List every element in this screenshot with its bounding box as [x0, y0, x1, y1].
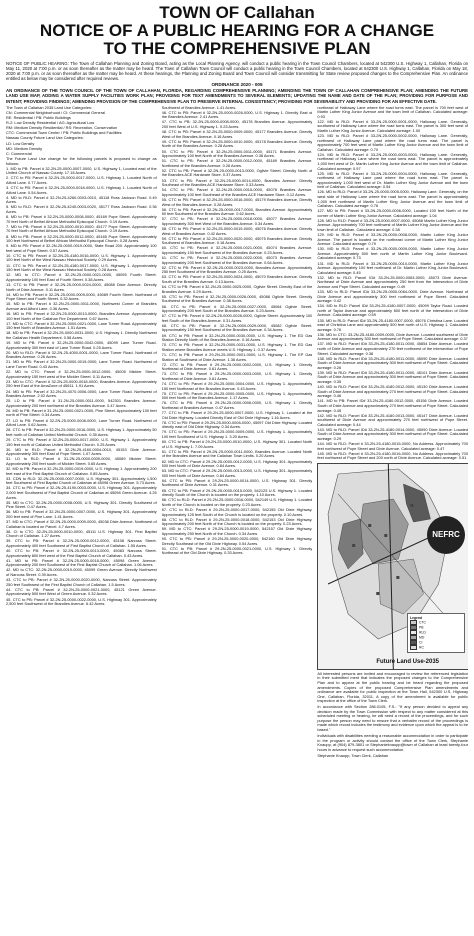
- parcel-column-2: [162, 106, 313, 846]
- map-legend-title: Legend: [410, 615, 423, 620]
- parcel-entry: 29. CTC to PB: Parcel # 32-2N-25-0000-0017-0000, U.S. Highway 1. Approximately 150 feet north of Callahan United Methodist Church. 0.25 Acres.: [6, 436, 157, 447]
- map-legend: [407, 613, 465, 653]
- parcel-entry: 48. CTC to PB: Parcel # 32-2N-25-0000-0009-0000, 45177 Brandies Avenue. Directly West of the Brandies Avenue. 0.16 Acres.: [161, 129, 313, 139]
- parcel-entry: MD: Medium Density: [6, 145, 43, 151]
- parcel-entry: RM: Medium Density Residential / RS: Recreation, Conservation: [6, 125, 118, 131]
- parcel-entry: 35. MD to CTC: 32-2N-25-0000-0008-0000, U.S. Highway 301. Directly Southwest of Pine Street. 0.47 Acres.: [6, 499, 157, 510]
- parcel-entry: 91. CTC to PB: Parcel # 29-2N-25-0000-0021-0000, U.S. Highway 1. Directly Northeast of the Old Dixie Highway. 0.33 Acres.: [161, 545, 313, 556]
- parcel-entry: 126. MD to RLD: Parcel # 33-2N-25-0000-0005-0000, Halloway Lane. Generally, on the west side of Halloway Lane where the road turns east. The parcel is approximately 1,000 feet northwest of Martin Luther King Junior Avenue and the town limit of Callahan. Calculated acreage: 0.76: [317, 189, 469, 209]
- legend-label: RLD: [419, 630, 426, 635]
- parcel-entry: 122. MD to RLD: Parcel # 33-2N-25-0000-0001-0000, Halloway Lane. Generally, southwest of Halloway Lane where the road turns east. The parcel is 300 feet west of Martin Luther King Junior Avenue. Calculated acreage: 1.00: [317, 118, 469, 133]
- parcel-entry: 16. MD to PB: Parcel # 32-2N-25-0000-0013-0000, Brandies Avenue. Approximately 100 feet North of the Callahan Fire Department. 0.67 Acres.: [6, 311, 157, 321]
- parcel-entry: 9. MD to PB: Parcel # 32-2N-25-0000-0019-0000, State Road 200. Approximately 100 feet west of Pope Street. 0.57 Acres.: [6, 243, 157, 253]
- parcel-entry: Southwest of Brandies Avenue. 1.41 Acres.: [161, 105, 237, 110]
- parcel-entry: 139. MD to RLD: Parcel ID# 33-2N-25-4180-0011-0000, 45101 Dixie Avenue. Located South of Dixie Avenue and approximately 300 feet northwest of Pope Street. Calculated acreage: 0.35: [317, 369, 469, 385]
- parcel-entry: 66. CTC to PB: Parcel # 32-2N-25-0000-0027-0000, 45084 Oglivie Street. Approximately 200 feet South of the Brandies Avenue. 0.23 Acres.: [161, 303, 313, 314]
- legend-label: MD: [419, 635, 425, 640]
- parcel-entry: 44. CTC to PB: Parcel # 32-2N-25-0000-0021-0000, 45121 Green Avenue. Approximately 500 feet West of Green Avenue. 0.32 Acres.: [6, 586, 157, 597]
- parcel-entry: 86. CTC to RLD: Parcel # 29-2N-25-0000-0016-0000, 542149 U.S. Highway 1. Located North of the Church is located on the property. 0.23 Acres.: [161, 497, 313, 507]
- parcel-entry: 38. CI to CTC: 32-2N-25-0000-0010-0000, 45111 U.S. Highway 301. First Baptist Church of Callahan. 1.27 Acres.: [6, 528, 157, 539]
- parcel-entry: The Town of Callahan 2035 Land Use Categories:: [6, 105, 93, 110]
- notice-title-line1: NOTICE OF A PUBLIC HEARING FOR A CHANGE: [39, 20, 435, 40]
- parcel-entry: 130. MD to RLD: Parcel # 33-2N-25-0000-0009-0000, Martin Luther King Junior Avenue. Approximately 500 feet north of Martin Luther King Junior Boulevard. Calculated acreage: 0.73: [317, 246, 469, 261]
- parcel-entry: 43. CTC to PB: Parcel # 32-2N-25-0000-0020-0000, Narcoss Street. Approximately 250 feet Southwest of the First Baptist Church of Callahan. 1.5 Acres.: [6, 577, 157, 587]
- parcel-entry: LD: Low Density: [6, 140, 35, 146]
- parcel-entry: CN: Commercial Neighborhood / CI: Commercial General: [6, 109, 106, 115]
- parcel-entry: 133. MD to RLD: Parcel ID# 33-2N-25-0000-0064-0000, Dixie Avenue. Northeast of Dixie Avenue and approximately 300 feet northwest of Pope Street. Calculated acreage: 0.42: [317, 289, 469, 304]
- parcel-entry: 87. CTC to RLD: Parcel # 29-2N-25-0000-0017-0000, 542155 Old Dixie Highway. Approximately 125 feet South of the Church is located on the property. 0.10 Acres.: [161, 506, 313, 517]
- parcel-entry: 75. CTC to PB: Parcel # 29-2N-25-0000-0005-0000, U.S. Highway 1. Approximately 500 feet North of the Brandies Avenue. 1.17 Acres.: [161, 390, 313, 401]
- parcel-entry: 25. LD to PB: Parcel # 31-2N-25-0000-0011-0000, 542301 Brandies Avenue. Approximately 200 feet northwest of the Brandies Avenue. 0.47 Acres.: [6, 398, 157, 408]
- parcel-entry: 67. CTC to PB: Parcel # 32-2N-25-0000-0028-0000, Oglivie Street. Approximately 100 feet South of the Brandies Avenue. 0.31 Acres.: [161, 313, 313, 323]
- future-land-use-map: [317, 463, 468, 670]
- parcel-column-3: [317, 106, 468, 846]
- parcel-entry: 13. CTC to PB: Parcel # 32-2N-25-0000-0024-0000, 45088 Dixie Avenue. Directly North of Dixie Avenue. 0.11 Acres.: [6, 281, 157, 292]
- legend-label: CTC: [419, 620, 426, 625]
- parcel-entry: 1. MD to PB: Parcel # 32-2N-25-0000-0007-0000, U.S. Highway 1, Located east of the United Church of Nassau County. 17.18 Acres.: [6, 165, 157, 176]
- parcel-entry: 31. LD to RLD: Parcel # 31-2N-25-0000-0009-0000, 45089 Mickler Street. Approximately 200 feet south of Mickler Street. 0.65 Acres.: [6, 456, 157, 466]
- parcel-entry: 136. MD to CTC: 33-2N-25-4180-0009-0000, Dixie Avenue. Located southwest of Dixie Avenue and approximately 300 feet northwest of Pope Street. Calculated acreage: 0.37: [317, 331, 469, 342]
- parcel-entry: 79. CTC to PB: Parcel # 29-2N-25-0000-0009-0000, U.S. Highway 1. Approximately 100 feet Southwest of U.S. Highway 1. 3.20 Acres.: [161, 429, 313, 439]
- parcel-entry: 71. CTC to PB: Parcel # 29-2N-25-0000-0001-0000, U.S. Highway 1. The EP Gas Station at Southwest of Dixie Avenue. 1.36 Acres.: [161, 351, 313, 362]
- parcel-entry: 83. MD to CTC: Parcel # 29-2N-25-0000-0013-0000, U.S. Highway 301. Approximately 500 feet North of Dixie Avenue. 0.84 Acres.: [161, 468, 313, 478]
- parcel-entry: 65. CTC to PB: Parcel # 32-2N-25-0000-0026-0000, 45088 Oglivie Street. Directly Southwest of the Brandies Avenue. 0.38 Acres.: [161, 293, 313, 304]
- parcel-entry: 132. MD to RLD: Parcel ID# 33-2N-25-0000-0063-0000, 45073 Dixie Avenue. Northeast of Dixie Avenue and approximately 250 feet from the intersection of Dixie Avenue and Pope Street. Calculated acreage: 0.49: [317, 274, 469, 289]
- parcel-entry: 52. CTC to PB: Parcel # 32-2N-25-0000-0013-0000, Oglivie Street. Directly North of the Brandies ACE Hardware Store. 0.37 Acres.: [161, 167, 313, 178]
- parcel-entry: 69. CTC to PB: Parcel # 32-2N-25-0000-0030-0000, U.S. Highway 1. The ED Gas Station Directly North of the Brandies Avenue. 0.16 Acres.: [161, 332, 313, 343]
- notice-intro: NOTICE OF PUBLIC HEARING: The Town of Callahan Planning and Zoning Board, acting as the Local Planning Agency, will conduct a public hearing in the Town Council Chambers, located at 542300 U.S. Highway 1, Callahan, Florida on May 11, 2020 at 7:00 p.m. or as soon thereafter as the matter may be heard. The Town of Callahan Town Council will conduct a public hearing in the Town Council Chambers, located at 542300 U.S. Highway 1, Callahan, Florida on May 18, 2020 at 7:00 p.m. or as soon thereafter as the matter may be heard. At these hearings, the Planning and Zoning Board and Town Council will consider transmitting for State review proposed changes to the Comprehensive Plan. An ordinance entitled as below may be considered after required reviews.: [6, 60, 468, 82]
- parcel-entry: 82. MD to CTC: Parcel # 29-2N-25-0000-0012-0000, U.S. Highway 301. Approximately 500 feet North of Dixie Avenue. 0.84 Acres.: [161, 458, 313, 469]
- nefrc-logo: NEFRC: [427, 516, 465, 554]
- parcel-entry: 33. CDN to RLD: 32-2N-25-0000-0007-0000, U.S. Highway 301. Approximately 1,500 feet Southwest of First Baptist Church of Callahan at 45098 Green Avenue. 5.73 Acres.: [6, 475, 157, 486]
- parcel-entry: Nassau County Future Land Use Categories:: [6, 135, 84, 141]
- parcel-entry: 58. CTC to PB: Parcel # 32-2N-25-0000-0019-0000, 45076 Brandies Avenue. Directly West of Brandies Avenue. 0.42 Acres.: [161, 226, 313, 236]
- parcel-entry: R-2: Low Density Residential / AG: Agricultural Low: [6, 120, 95, 126]
- parcel-entry: 49. CTC to PB: Parcel # 32-2N-25-0000-0010-0000, 45178 Brandies Avenue. Directly North of the Brandies Avenue. 0.28 Acres.: [161, 138, 313, 149]
- parcel-column-3-list: [317, 106, 468, 461]
- parcel-entry: 42. MD to CTC: 32-2N-25-0000-0019-0000, 45099 Green Avenue. Directly Northwest of Narcoss Street. 0.39 Acres.: [6, 567, 157, 577]
- parcel-entry: 125. MD to RLD: Parcel # 33-2N-25-0000-0004-0000, Halloway Lane. Generally, northwest of Halloway Lane past where the road turns east. The parcel is approximately 1,000 feet west of Dr. Martin Luther King Junior Avenue and the town limit of Callahan. Calculated acreage: 0.54: [317, 170, 469, 190]
- parcel-entry: 10. CTC to PB: Parcel # 32-2N-25-4180-0016-0000, U.S. Highway 1. Approximately 100 feet North of the West Nassau Historical Society. 0.29 Acres.: [6, 252, 157, 263]
- parcel-entry: 14. MD to PB: Parcel # 32-2N-25-0000-0009-0000, 45089 Fourth Street. Northeast of Pope Street and Fourth Street. 0.32 Acres.: [6, 291, 157, 302]
- parcel-entry: 40. CTC to PB: Parcel # 32-2N-25-0000-0013-0000, 45083 Narcoss Street. Approximately 800 feet west of the First Baptist Church of Callahan. 0.43 Acres.: [6, 548, 157, 558]
- parcel-entry: 81. CTC to PB: Parcel # 29-2N-25-0000-0011-0000, Brandies Avenue. Located North of the Brandies Avenue and the Callahan Town Limits. 0.20 Acres.: [161, 448, 313, 459]
- parcel-entry: 72. CTC to PB: Parcel # 29-2N-25-0000-0002-0000, U.S. Highway 1. Directly Northeast of Dixie Avenue. 0.61 Acres.: [161, 361, 313, 372]
- closing-paragraph: All interested persons are invited and encouraged to review the referenced legislation in their submitted ment that indicates the proposed changes to the Comprehensive Plan and to appear at the public hearing and be heard regarding the proposed amendments. Copies of the proposed Comprehensive Plan amendments and ordinance are available for public inspection at the Town Hall, 542300 U.S. Highway One, Callahan, Florida, 32011. A copy of the amendment is available for public inspection at the office of the Town Clerk.: [317, 670, 469, 704]
- parcel-entry: 84. CTC to PB: Parcel # 29-2N-25-0000-0014-0000, U.S. Highway 301. Directly Northwest of Dixie Avenue. 0.31 Acres.: [161, 477, 313, 488]
- parcel-entry: 141. MD to PB: Parcel ID# 33-2N-25-4180-0012-0000, 45156 Dixie Avenue. Located South of Dixie Avenue and approximately 270 feet northwest of Pope Street. Calculated acreage: 0.45: [317, 398, 469, 413]
- parcel-entry: 134. MD to RLD: Parcel ID# 33-2N-25-4180-0007-0000, 45099 Taylor Road. Located north of Taylor Avenue and approximately 600 feet north of the intersection of Dixie Avenue. Calculated acreage: 0.59: [317, 303, 469, 318]
- parcel-entry: 5. MD to RLD: Parcel # 32-2N-25-4240-0003-0020, 45177 Ross Jackson Road. 0.36 Acres.: [6, 204, 157, 215]
- parcel-entry: 80. CTC to PB: Parcel # 29-2N-25-0000-0010-0000, U.S. Highway 301. Located North of U.S. Highway 1. 7.09 Acres.: [161, 439, 313, 449]
- notice-header: [6, 4, 468, 58]
- parcel-entry: 26. MD to PB: Parcel # 31-2N-25-0000-0021-0000, Pine Street. Approximately 100 feet north of Pine Street. 0.34 Acres.: [6, 407, 157, 418]
- parcel-entry: 124. MD to RLD: Parcel # 33-2N-25-0000-0003-0000, Halloway Lane. Generally, northeast of Halloway Lane where the road turns east. The parcel is approximately 1,000 feet west of Dr. Martin Luther King Junior Avenue and the town limit of Callahan. Calculated acreage: 0.97: [317, 151, 469, 171]
- parcel-entry: 28. CTC to PB: Parcel # 32-2N-25-0000-0016-0000, U.S. Highway 1. Approximately 50 feet north of Callahan United Methodist Church. 0.35 Acres.: [6, 427, 157, 437]
- parcel-entry: 15. MD to PB: Parcel # 32-2N-25-0000-0011-0000, Northwest Corner of Brandies Avenue and Alford Lane. 0.36 Acres.: [6, 301, 157, 311]
- legend-label: PB: [419, 625, 424, 630]
- parcel-entry: 142. MD to RLD: Parcel ID# 33-2N-25-4180-0013-0000, 45147 Dixie Avenue. Located southwest of Dixie Avenue and approximately 270 feet northwest of Pope Street. Calculated acreage: 0.44: [317, 412, 469, 427]
- parcel-entry: CTC: Commercial Town Center / PB: Public Buildings and Facilities: [6, 130, 122, 136]
- parcel-entry: 53. CTC to PB: Parcel # 32-2N-25-0000-0014-0000, Brandies Avenue. Directly Southeast of the Brandies ACE Hardware Store. 0.33 Acres.: [161, 177, 313, 188]
- parcel-entry: 57. CTC to PB: Parcel # 32-2N-25-0000-0018-0000, 45077 Brandies Avenue. Approximately 300 feet West of the Brandies Avenue. 0.34 Acres.: [161, 216, 313, 226]
- parcel-entry: 73. CTC to PB: Parcel # 29-2N-25-0000-0003-0000, U.S. Highway 1. Directly Northeast of Dixie Avenue. 0.61 Acres.: [161, 371, 313, 381]
- parcel-entry: 6. MD to PB: Parcel # 32-2N-25-0000-0008-0000, 45169 Pope Street. Approximately 70 feet North of Bethel African Methodist Episcopal Church. 0.19 Acres.: [6, 214, 157, 224]
- parcel-columns: [6, 106, 468, 846]
- parcel-entry: 12. MD to CTC: Parcel # 32-2N-25-0000-0021-0000, 45095 Fourth Street. Approximately 100 feet East of Fourth Street. 0.38 Acres.: [6, 272, 157, 282]
- parcel-entry: The Future Land Use change for the following parcels is proposed to change as follows:: [6, 156, 157, 166]
- parcel-entry: 27. LD to PB: Parcel # 32-2N-25-0000-0008-0000, Lane Turner Road. Northwest of Alford Lane. 0.62 Acres.: [6, 417, 157, 428]
- parcel-entry: 8. MD to PB: Parcel # 32-2N-25-0000-0012-0000, 45165 Pope Street. Approximately 100 feet Northwest of Bethel African Methodist Episcopal Church. 0.28 Acres.: [6, 233, 157, 244]
- parcel-entry: 17. MD to CTC: Parcel # 32-2N-25-0000-0021-0000, Lane Turner Road. Approximately 150 feet North of Brandies Avenue. 1.51 Acres.: [6, 320, 157, 331]
- legend-label: CI: [419, 640, 423, 645]
- parcel-entry: 21. MD to PB: Parcel # 32-2N-25-0000-0019-0000, Lane Turner Road. Northwest of Lane Turner Road. 0.43 Acres.: [6, 359, 157, 370]
- parcel-entry: 19. MD to PB: Parcel # 32-2N-25-0000-0042-0000, 45099 Lane Turner Road. Approximately 300 feet east of Lane Turner Road. 0.25 Acres.: [6, 340, 157, 350]
- parcel-entry: 143. MD to RLD: Parcel ID# 33-2N-25-4180-0014-0000, 45090 Dixie Avenue. Located South of Dixie Avenue and approximately 300 feet northwest of Pope Street. Calculated acreage: 0.29: [317, 426, 469, 441]
- parcel-entry: 22. MD to CTC: Parcel # 32-2N-25-0000-0012-0000, 45005 Mickler Street. Approximately 150 feet west of the Mickler Street. 0.11 Acres.: [6, 369, 157, 379]
- parcel-entry: 36. MD to PB: Parcel # 32-2N-25-0000-0007-0000, U.S. Highway 301. Approximately 200 feet west of Pine Lane. 1.41 Acres.: [6, 509, 157, 519]
- parcel-entry: 61. CTC to PB: Parcel # 32-2N-25-0000-0022-0000, 45073 Brandies Avenue. Approximately 200 feet Southwest of the Brandies Avenue. 0.64 Acres.: [161, 255, 313, 265]
- parcel-entry: 77. CTC to PB: Parcel # 29-2N-25-0000-0007-0000, U.S. Highway 1. Located at the Old Dixie Highway. Located Directly East of Old Dixie Highway. 1.16 Acres.: [161, 410, 313, 420]
- parcel-entry: 145. MD to RLD: Parcel # 33-2N-25-4180-0016-0000, No Address. Approximately 700 feet northwest of Pope Street and 200 north of Dixie Avenue. Calculated acreage: 0.51: [317, 450, 469, 461]
- parcel-entry: 2. CTC to PB: Parcel # 32-2N-25-0000-0017-0000, U.S. Highway 1. Located North of Alford Lane. 0.77 Acres.: [6, 175, 157, 185]
- parcel-entry: 18. MD to PB: Parcel # 32-2N-25-0000-0031-0000, U.S. Highway 1. Directly Northwest the Callahan Health Department. 0.58 Acres.: [6, 330, 157, 340]
- parcel-entry: 34. CTC to PB: Parcel # 32-2N-25-4190-0003-0000, U.S. Highway 301. Approximately 2,000 feet Southwest of First Baptist Church of Callahan at 45098 Green Avenue. 4.25 Acres.: [6, 485, 157, 500]
- parcel-entry: 56. CTC to PB: Parcel # 32-2N-25-0000-0017-0000, Brandies Avenue. Approximately 80 feet Southwest of the Brandies Avenue. 0.62 Acres.: [161, 206, 313, 217]
- parcel-entry: 62. CTC to PB: Parcel # 32-2N-25-0000-0023-0000, Brandies Avenue. Approximately 250 feet Southwest of the Brandies Avenue. 0.25 Acres.: [161, 264, 313, 275]
- parcel-entry: 129. MD to RLD: Parcel # 33-2N-25-0000-0008-0000, Martin Luther King Junior Avenue. The parcel is located on the northeast corner of Martin Luther King Junior Avenue. Calculated acreage: 0.79: [317, 232, 469, 247]
- parcel-entry: 23. MD to CTC: Parcel # 32-2N-25-0000-0018-0000, Brandies Avenue. Approximately 250 feet East of the AmaZone of 45611. 1.91 Acres.: [6, 378, 157, 389]
- parcel-entry: northeast of Halloway Lane where the road turns east. The parcel is 700 feet west of Martin Luther King Junior Avenue and the town limit of Callahan. Calculated acreage: 0.93: [317, 105, 469, 119]
- parcel-entry: 7. MD to PB: Parcel # 32-2N-25-0000-0010-0000, 45177 Pope Street. Approximately 70 feet North of Bethel African Methodist Episcopal Church. 0.19 Acres.: [6, 223, 157, 234]
- parcel-entry: 127. MD to PB: Parcel # 33-2N-25-0000-0006-0000, Located 100 feet North of the corner of Martin Luther King Junior Avenue. Calculated acreage: 1.04: [317, 208, 469, 218]
- closing-notice: [317, 672, 468, 758]
- parcel-entry: 54. CTC to PB: Parcel # 32-2N-25-0000-0015-0000, 45078 Brandies Avenue. Approximately 100 feet Southeast of the Brandies ACE Hardware Store. 0.12 Acres.: [161, 187, 313, 197]
- closing-paragraph: Individuals with disabilities needing a reasonable accommodation in order to participate in the program or activity should contact the office of the Town Clerk, Stephanie Knaupp, at (904) 879-3801 or Stephanieknaupp@town of Callahan at least twenty-four hours in advance to request such accommodation.: [317, 733, 469, 752]
- ordinance-number: ORDINANCE 2020 - 005: [211, 82, 263, 88]
- parcel-entry: 90. CTC to PB: Parcel # 29-2N-25-0000-0020-0000, 542160 Old Dixie Highway. Directly Southeast of the Old Dixie Highway. 0.54 Acres.: [161, 536, 313, 546]
- parcel-entry: 74. CTC to PB: Parcel # 29-2N-25-0000-0004-0000, U.S. Highway 1. Approximately 150 feet Northeast of the Brandies Avenue. 0.43 Acres.: [161, 381, 313, 391]
- parcel-entry: 50. CTC to PB: Parcel # 32-2N-25-0000-0011-0000, 45171 Brandies Avenue. Approximately 100 feet North of the Brandies Avenue. 0.38 Acres.: [161, 148, 313, 159]
- parcel-entry: 46. CTC to PB: Parcel # 32-2N-25-0000-0026-0000, U.S. Highway 1. Directly East of the Brandies Avenue. 2.41 Acres.: [161, 109, 313, 120]
- parcel-entry: 32. MD to PB: Parcel # 32-2N-25-0000-0019-0000, U.S. Highway 1. Approximately 200 feet east of the First Baptist Church of Callahan. 0.85 Acres.: [6, 466, 157, 476]
- parcel-entry: 45. CTC to PB: Parcel # 32-2N-25-0000-0022-0000, U.S. Highway 301. Approximately 2,500 feet Southwest of the Brandies Avenue. 6.42 Acres.: [6, 596, 157, 607]
- closing-paragraph: Stephanie Knaupp, Town Clerk, Callahan: [317, 752, 389, 758]
- town-title: TOWN OF Callahan: [159, 3, 315, 22]
- parcel-entry: 24. MD to PB: Parcel # 32-2N-25-4070-0006-0000, Lane Turner Road. Northwest of Brandies Avenue. 2.02 Acres.: [6, 388, 157, 399]
- parcel-entry: 64. CTC to PB: Parcel # 32-2N-25-0000-0025-0000, Oglivie Street. Directly East of the Brandies Avenue. 0.29 Acres.: [161, 284, 313, 294]
- ordinance-body: AN ORDINANCE OF THE TOWN COUNCIL OF THE TOWN OF CALLAHAN, FLORIDA, REGARDING COMPREHENSIVE PLANNING; AMENDING THE TOWN OF CALLAHAN COMPREHENSIVE PLAN; AMENDING THE FUTURE LAND USE MAP, ADDING A WATER SUPPLY FACILITIES WORK PLAN; PROVIDING FOR TEXT AMENDMENTS TO SEVERAL ELEMENTS; UPDATING THE NAME AND DATE OF THE PLAN; PROVIDING FOR PURPOSE AND INTENT; PROVIDING FINDINGS; AMENDING PROVISION OF THE COMPREHENSIVE PLAN TO PRESERVE INTERNAL CONSISTENCY; PROVIDING FOR SEVERABILITY AND PROVIDING FOR AN EFFECTIVE DATE.: [6, 88, 468, 104]
- parcel-entry: 138. MD to RLD: Parcel ID# 33-2N-25-4180-0011-0000, 45090 Dixie Avenue. Located South of Dixie Avenue and approximately 300 feet northwest of Pope Street. Calculated acreage: 0.26: [317, 355, 469, 370]
- parcel-entry: 78. CTC to PB: Parcel # 29-2N-25-0000-0008-0000, 45097 Old Dixie Highway. Located directly east of Old Dixie Highway. 0.34 Acres.: [161, 419, 313, 430]
- parcel-entry: 85. CTC to PB: Parcel # 29-2N-25-0000-0015-0000, 542125 U.S. Highway 1. Located directly South of the Church is located on the property. 1.10 Acres.: [161, 487, 313, 498]
- parcel-entry: 128. MD to RLD: Parcel # 33-2N-25-0000-0007-0000, 45088 Martin Luther King Junior Avenue. Approximately 700 feet northwest of Martin Luther King Junior Avenue and the town limit of Callahan. Calculated acreage: 0.38: [317, 217, 469, 232]
- legend-swatch: [410, 645, 417, 650]
- parcel-entry: 55. CTC to PB: Parcel # 32-2N-25-0000-0016-0000, 45179 Brandies Avenue, Directly West of the Brandies Avenue. 0.28 Acres.: [161, 196, 313, 207]
- notice-title-line2: TO THE COMPREHENSIVE PLAN: [103, 38, 371, 58]
- parcel-entry: 39. CTC to PB: Parcel # 32-2N-25-0000-0012-0000, 45108 Narcoss Street. Approximately 400 feet Southwest of First Baptist Church of Callahan. 1.55 Acres.: [6, 538, 157, 548]
- parcel-entry: 41. MD to PB: Parcel # 32-2N-25-0000-0018-0000, 45098 Green Avenue. Approximately 200 feet Southwest of the First Baptist Church of Callahan. 1.06 Acres.: [6, 557, 157, 568]
- parcel-entry: 51. CTC to PB: Parcel # 32-2N-25-0000-0012-0000, 45169 Brandies Avenue. Northwest of the Brandies Avenue. 0.26 Acres.: [161, 158, 313, 168]
- map-legend-item: [410, 645, 462, 650]
- parcel-entry: 3. CTC to PB: Parcel # 32-2N-25-0000-0018-0000, U.S. Highway 1. Located North of Alford Lane. 0.54 Acres.: [6, 185, 157, 195]
- parcel-entry: 123. MD to RLD: Parcel # 33-2N-25-0000-0002-0000, Halloway Lane. Generally, northwest of Halloway Lane past where the road turns east. The parcel is approximately 700 feet west of Martin Luther King Junior Avenue and the town limit of Callahan. Calculated acreage: 0.70: [317, 133, 469, 152]
- legend-label: RC: [419, 645, 424, 650]
- parcel-entry: 4. MD to RLD: Parcel # 32-2N-25-4260-0003-0010, 45118 Ross Jackson Road. 0.49 Acres.: [6, 194, 157, 205]
- parcel-entry: 131. MD to RLD: Parcel # 33-2N-25-0000-0010-0000, Martin Luther King Junior Avenue. Approximately 100 feet northwest of Dr. Martin Luther King Junior Boulevard. Calculated acreage: 0.45: [317, 260, 469, 275]
- parcel-entry: 37. MD to CTC: Parcel # 32-2N-25-0000-0009-0000, 45036 Dixie Avenue. Northwest of Callahan is located on Parcel. 4.7 Acres.: [6, 519, 157, 529]
- map-legend-items: [410, 620, 462, 650]
- parcel-entry: 137. MD to RLD: Parcel ID# 33-2N-25-4180-0011-0000, 45854 Dixie Avenue. Located north of Dixie Avenue and approximately 270 feet northwest of the intersection of Pope Street. Calculated acreage: 0.38: [317, 341, 469, 356]
- parcel-entry: 47. CTC to PB: 32-2N-25-0000-0008-0000, 45178 Brandies Avenue. Approximately 200 feet West of U.S. Highway 1. 0.23 Acres.: [161, 119, 313, 129]
- parcel-entry: 20. MD to RLD: Parcel # 32-2N-25-4050-0001-0000, Lane Turner Road. Northeast of Brandies Avenue. 0.26 Acres.: [6, 349, 157, 360]
- parcel-entry: 70. CTC to PB: Parcel # 32-2N-25-0000-0031-0000, U.S. Highway 1. The ED Gas Station where Brandies Avenue meets U.S. Highway 1. 0.37 Acres.: [161, 342, 313, 352]
- parcel-entry: 11. CTC to PB: Parcel # 32-2N-25-4180-0017-0000, U.S. Highway 1. Approximately 150 feet North of the West Nassau Historical Society. 0.28 Acres.: [6, 262, 157, 273]
- parcel-entry: 59. CTC to PB: Parcel # 32-2N-25-0000-0020-0000, 45075 Brandies Avenue. Directly Southwest of Brandies Avenue. 0.18 Acres.: [161, 235, 313, 246]
- parcel-entry: 140. MD to RLD: Parcel ID# 33-2N-25-4180-0012-0000, 45130 Dixie Avenue. Located South of Dixie Avenue and approximately 270 feet northwest of Pope Street. Calculated acreage: 0.46: [317, 384, 469, 399]
- parcel-entry: 89. MD to CTC: Parcel # 29-2N-25-0000-0019-0000, 542157 Old Dixie Highway. Approximately 250 feet North of the Church. 0.34 Acres.: [161, 526, 313, 536]
- parcel-entry: 135. MD to RLD: Parcel ID# 33-2N-25-4180-0007-0000, 45076 Christina Lane. Located east of Christina Lane and approximately 500 feet north of U.S. Highway 1. Calculated acreage: 0.76: [317, 317, 469, 332]
- parcel-entry: 60. CTC to PB: Parcel # 32-2N-25-0000-0021-0000, 45074 Brandies Avenue. Approximately 150 feet Southwest of the Brandies Avenue. 0.23 Acres.: [161, 245, 313, 255]
- parcel-entry: 68. CTC to PB: Parcel # 32-2N-25-0000-0029-0000, 45082 Oglivie Street. Approximately 150 feet Southwest of the Brandies Avenue. 0.34 Acres.: [161, 322, 313, 333]
- map-title: Future Land Use-2035: [376, 659, 440, 666]
- parcel-entry: 63. CTC to PB: Parcel # 32-2N-25-0000-0024-0000, 45070 Brandies Avenue. Directly South of the Brandies Avenue. 0.13 Acres.: [161, 274, 313, 284]
- closing-paragraph: In accordance with Section 286.0105, F.S.: "If any person decided to appeal any decision made by the Town Commission with respect to any matter considered at this scheduled meeting or hearing, he will need a record of the proceedings, and for such purpose the person may need to ensure that a verbatim record of the proceedings is made which record includes the testimony and evidence upon which the appeal is to be based.": [317, 704, 469, 732]
- parcel-entry: 88. CTC to RLD: Parcel # 29-2N-25-0000-0018-0000, 542153 Old Dixie Highway. Approximately 200 feet North of the Church is located on the property. 0.23 Acres.: [161, 516, 313, 527]
- parcel-entry: 30. MD to RLD: Parcel # 32-2N-25-4160-0004-0010, 45153 Dixie Avenue. Approximately 300 feet East of Pope Street. 1.07 Acres.: [6, 446, 157, 457]
- parcel-entry: 76. CTC to PB: Parcel # 29-2N-25-0000-0006-0000, U.S. Highway 1. Directly Northeast of Brandies Avenue. 0.47 Acres.: [161, 400, 313, 410]
- parcel-entry: 144. MD to RLD: Parcel # 33-2N-25-4180-0015-0000, No Address. Approximately 700 feet northwest of Pope Street and Dixie Avenue. Calculated acreage: 0.47: [317, 441, 469, 451]
- parcel-entry: C: Commercial: [6, 150, 32, 156]
- parcel-column-1: [6, 106, 157, 846]
- parcel-entry: RE: Residential / PB: Public Buildings: [6, 114, 71, 120]
